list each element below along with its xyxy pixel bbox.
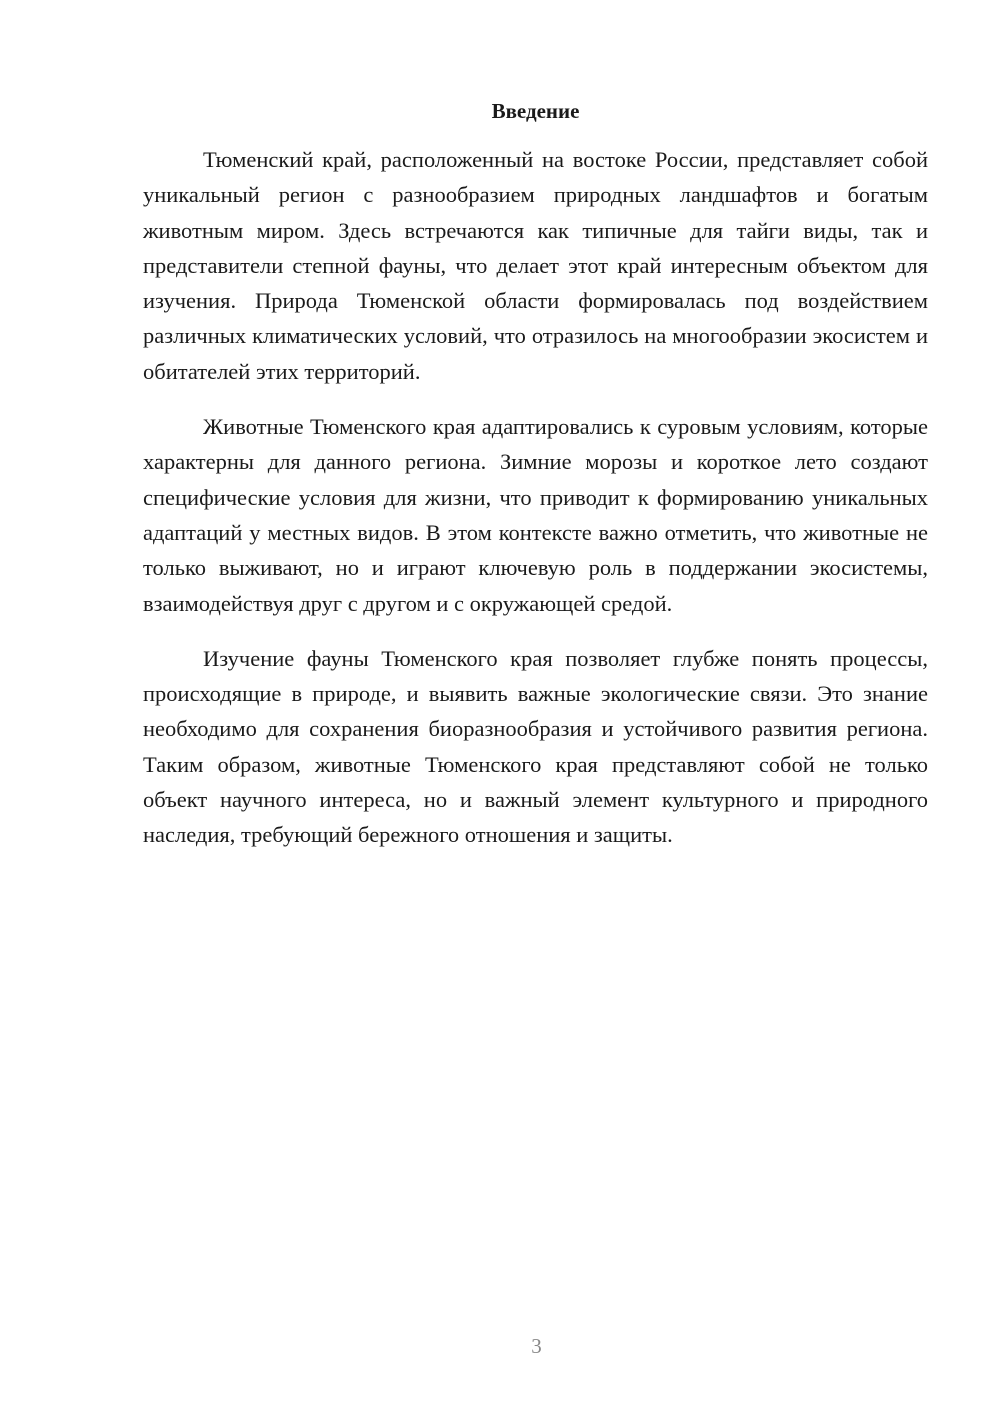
section-title: Введение	[491, 99, 580, 123]
body-text	[143, 142, 928, 873]
page-number: 3	[531, 1334, 542, 1358]
paragraph: Изучение фауны Тюменского края позволяет глубже понять процессы, происходящие в природе, и выявить важные экологические связи. Это знание необходимо для сохранения биоразнообразия и устойчивого развития региона. Таким образом, животные Тюменского края представляют собой не только объект научного интереса, но и важный элемент культурного и природного наследия, требующий бережного отношения и защиты.	[143, 645, 928, 848]
paragraph: Животные Тюменского края адаптировались к суровым условиям, которые характерны для данного региона. Зимние морозы и короткое лето создают специфические условия для жизни, что приводит к формированию уникальных адаптаций у местных видов. В этом контексте важно отметить, что животные не только выживают, но и играют ключевую роль в поддержании экосистемы, взаимодействуя друг с другом и с окружающей средой.	[143, 414, 928, 616]
paragraph: Тюменский край, расположенный на востоке России, представляет собой уникальный регион с разнообразием природных ландшафтов и богатым животным миром. Здесь встречаются как типичные для тайги виды, так и представители степной фауны, что делает этот край интересным объектом для изучения. Природа Тюменской области формировалась под воздействием различных климатических условий, что отразилось на многообразии экосистем и обитателей этих территорий.	[143, 147, 928, 384]
